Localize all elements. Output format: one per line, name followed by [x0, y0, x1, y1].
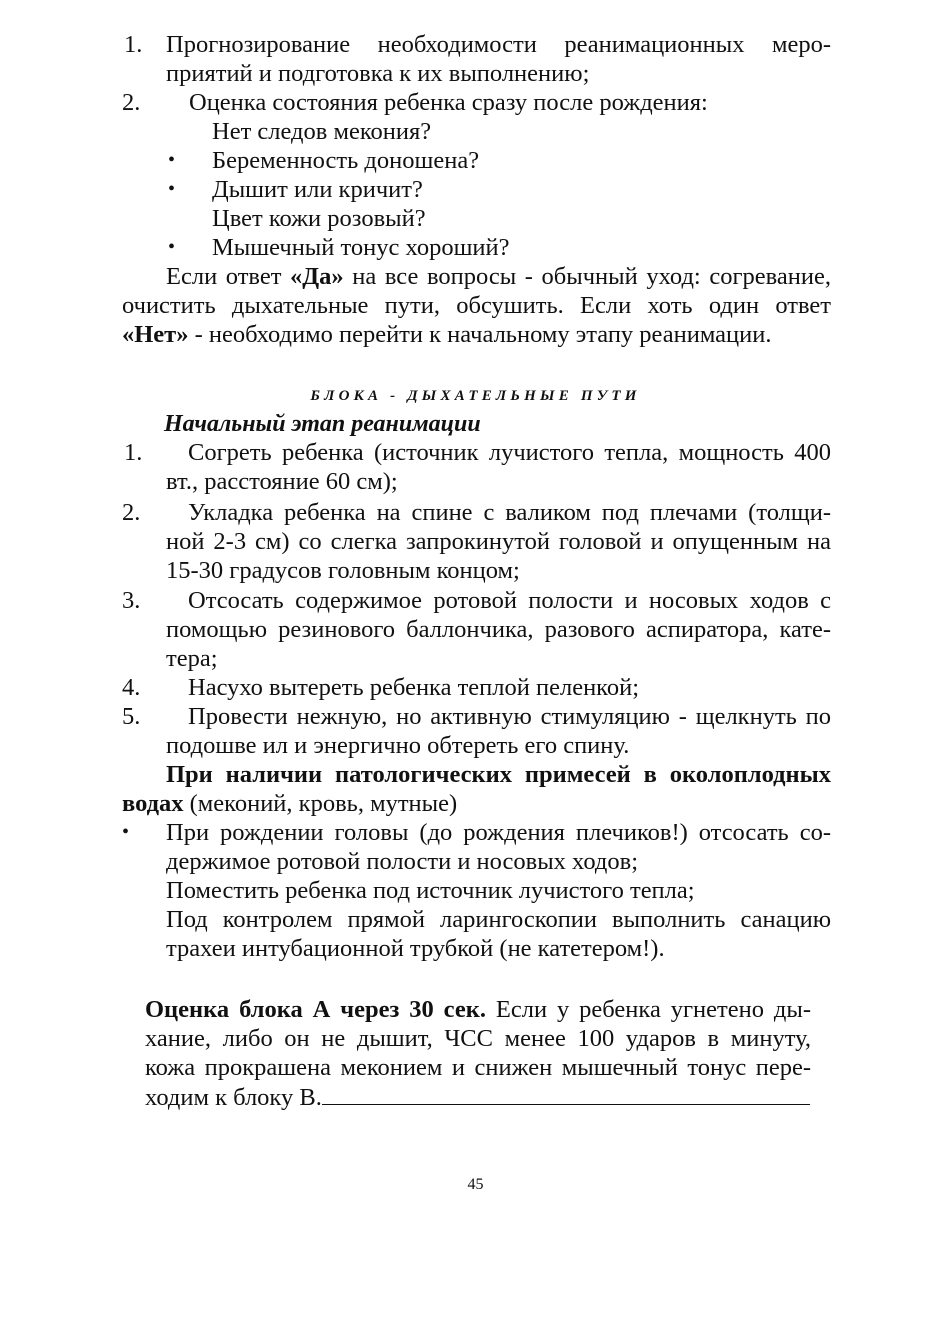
- page-number: 45: [467, 1176, 484, 1193]
- pathology-line: трахеи интубационной трубкой (не катетером!).: [166, 935, 665, 962]
- list-item-text: Отсосать содержимое ротовой полости и носовых ходов с: [188, 587, 831, 614]
- pathology-heading: При наличии патологических примесей в околоплодных: [166, 761, 831, 788]
- list-item-text: вт., расстояние 60 см);: [166, 468, 398, 495]
- pathology-line: Под контролем прямой ларингоскопии выполнить санацию: [166, 906, 831, 933]
- list-item-text: Прогнозирование необходимости реанимационных меро-: [166, 31, 831, 58]
- assessment-line: ходим к блоку В.: [145, 1082, 810, 1112]
- list-number: 2.: [122, 89, 141, 116]
- list-item-text: Насухо вытереть ребенка теплой пеленкой;: [188, 674, 640, 701]
- blank-underline: [322, 1082, 810, 1105]
- list-item-text: Оценка состояния ребенка сразу после рождения:: [189, 89, 708, 116]
- assessment-line: Оценка блока А через 30 сек. Если у ребенка угнетено ды-: [145, 996, 811, 1023]
- list-number: 3.: [122, 587, 141, 614]
- question-text: Мышечный тонус хороший?: [212, 234, 510, 261]
- question-text: Дышит или кричит?: [212, 176, 423, 203]
- assessment-line: кожа прокрашена меконием и снижен мышечный тонус пере-: [145, 1054, 811, 1081]
- question-text: Нет следов мекония?: [212, 118, 432, 145]
- list-number: 4.: [122, 674, 141, 701]
- answer-paragraph-line: Если ответ «Да» на все вопросы - обычный уход: согревание,: [166, 263, 831, 290]
- list-item-text: тера;: [166, 645, 218, 672]
- question-text: Беременность доношена?: [212, 147, 480, 174]
- list-item-text: Укладка ребенка на спине с валиком под плечами (толщи-: [188, 499, 831, 526]
- list-number: 1.: [124, 31, 143, 58]
- pathology-heading: водах (меконий, кровь, мутные): [122, 790, 458, 817]
- assessment-line: хание, либо он не дышит, ЧСС менее 100 ударов в минуту,: [145, 1025, 811, 1052]
- list-number: 2.: [122, 499, 141, 526]
- list-item-text: Согреть ребенка (источник лучистого тепла, мощность 400: [188, 439, 831, 466]
- list-item-text: помощью резинового баллончика, разового аспиратора, кате-: [166, 616, 831, 643]
- bullet: •: [168, 149, 176, 171]
- list-item-text: приятий и подготовка к их выполнению;: [166, 60, 590, 87]
- list-item-text: Провести нежную, но активную стимуляцию - щелкнуть по: [188, 703, 831, 730]
- bullet: •: [122, 821, 130, 843]
- list-item-text: 15-30 градусов головным концом;: [166, 557, 520, 584]
- bullet: •: [168, 236, 176, 258]
- list-item-text: ной 2-3 см) со слегка запрокинутой головой и опущенным на: [166, 528, 831, 555]
- list-number: 1.: [124, 439, 143, 466]
- pathology-line: Поместить ребенка под источник лучистого тепла;: [166, 877, 695, 904]
- section-heading: Начальный этап реанимации: [164, 411, 481, 437]
- section-small-heading: БЛОКА - ДЫХАТЕЛЬНЫЕ ПУТИ: [310, 388, 641, 404]
- question-text: Цвет кожи розовый?: [212, 205, 426, 232]
- pathology-line: При рождении головы (до рождения плечиков!) отсосать со-: [166, 819, 831, 846]
- pathology-line: держимое ротовой полости и носовых ходов;: [166, 848, 639, 875]
- list-item-text: подошве ил и энергично обтереть его спину.: [166, 732, 630, 759]
- bullet: •: [168, 178, 176, 200]
- list-number: 5.: [122, 703, 141, 730]
- answer-paragraph-line: «Нет» - необходимо перейти к начальному этапу реанимации.: [122, 321, 772, 348]
- answer-paragraph-line: очистить дыхательные пути, обсушить. Если хоть один ответ: [122, 292, 831, 319]
